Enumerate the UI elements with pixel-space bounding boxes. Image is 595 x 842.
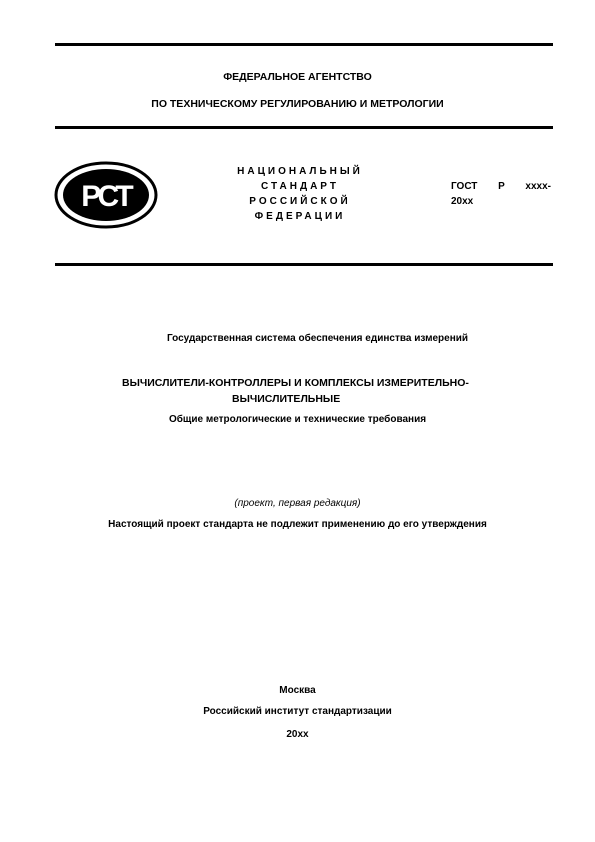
agency-line-2: ПО ТЕХНИЧЕСКОМУ РЕГУЛИРОВАНИЮ И МЕТРОЛОГИИ — [151, 98, 444, 110]
draft-status: (проект, первая редакция) — [234, 498, 361, 509]
top-rule — [55, 43, 553, 46]
national-standard-label — [200, 164, 400, 224]
gost-r-logo-icon — [53, 160, 159, 235]
footer-year: 20хх — [286, 729, 309, 740]
main-title-line-1: ВЫЧИСЛИТЕЛИ-КОНТРОЛЛЕРЫ И КОМПЛЕКСЫ ИЗМЕРИТЕЛЬНО- — [122, 377, 469, 389]
gost-number: хххх- — [525, 181, 551, 192]
agency-line-1: ФЕДЕРАЛЬНОЕ АГЕНТСТВО — [223, 71, 372, 83]
gost-year: 20хх — [451, 196, 474, 207]
header-rule — [55, 126, 553, 129]
gost-r: Р — [498, 181, 505, 192]
svg-text:РСТ: РСТ — [81, 180, 131, 213]
main-title-line-2: ВЫЧИСЛИТЕЛЬНЫЕ — [232, 393, 341, 405]
gost-label: ГОСТ — [451, 181, 478, 192]
draft-notice: Настоящий проект стандарта не подлежит применению до его утверждения — [108, 519, 487, 530]
national-line: СТАНДАРТ — [261, 181, 339, 192]
subtitle: Общие метрологические и технические требования — [168, 414, 427, 425]
gost-designation — [451, 179, 551, 209]
footer-city: Москва — [279, 685, 316, 696]
standard-rule — [55, 263, 553, 266]
system-title: Государственная система обеспечения единства измерений — [166, 333, 469, 344]
footer-publisher: Российский институт стандартизации — [203, 706, 392, 717]
national-line: ФЕДЕРАЦИИ — [254, 211, 346, 222]
national-line: РОССИЙСКОЙ — [249, 196, 351, 207]
national-line: НАЦИОНАЛЬНЫЙ — [237, 166, 363, 177]
